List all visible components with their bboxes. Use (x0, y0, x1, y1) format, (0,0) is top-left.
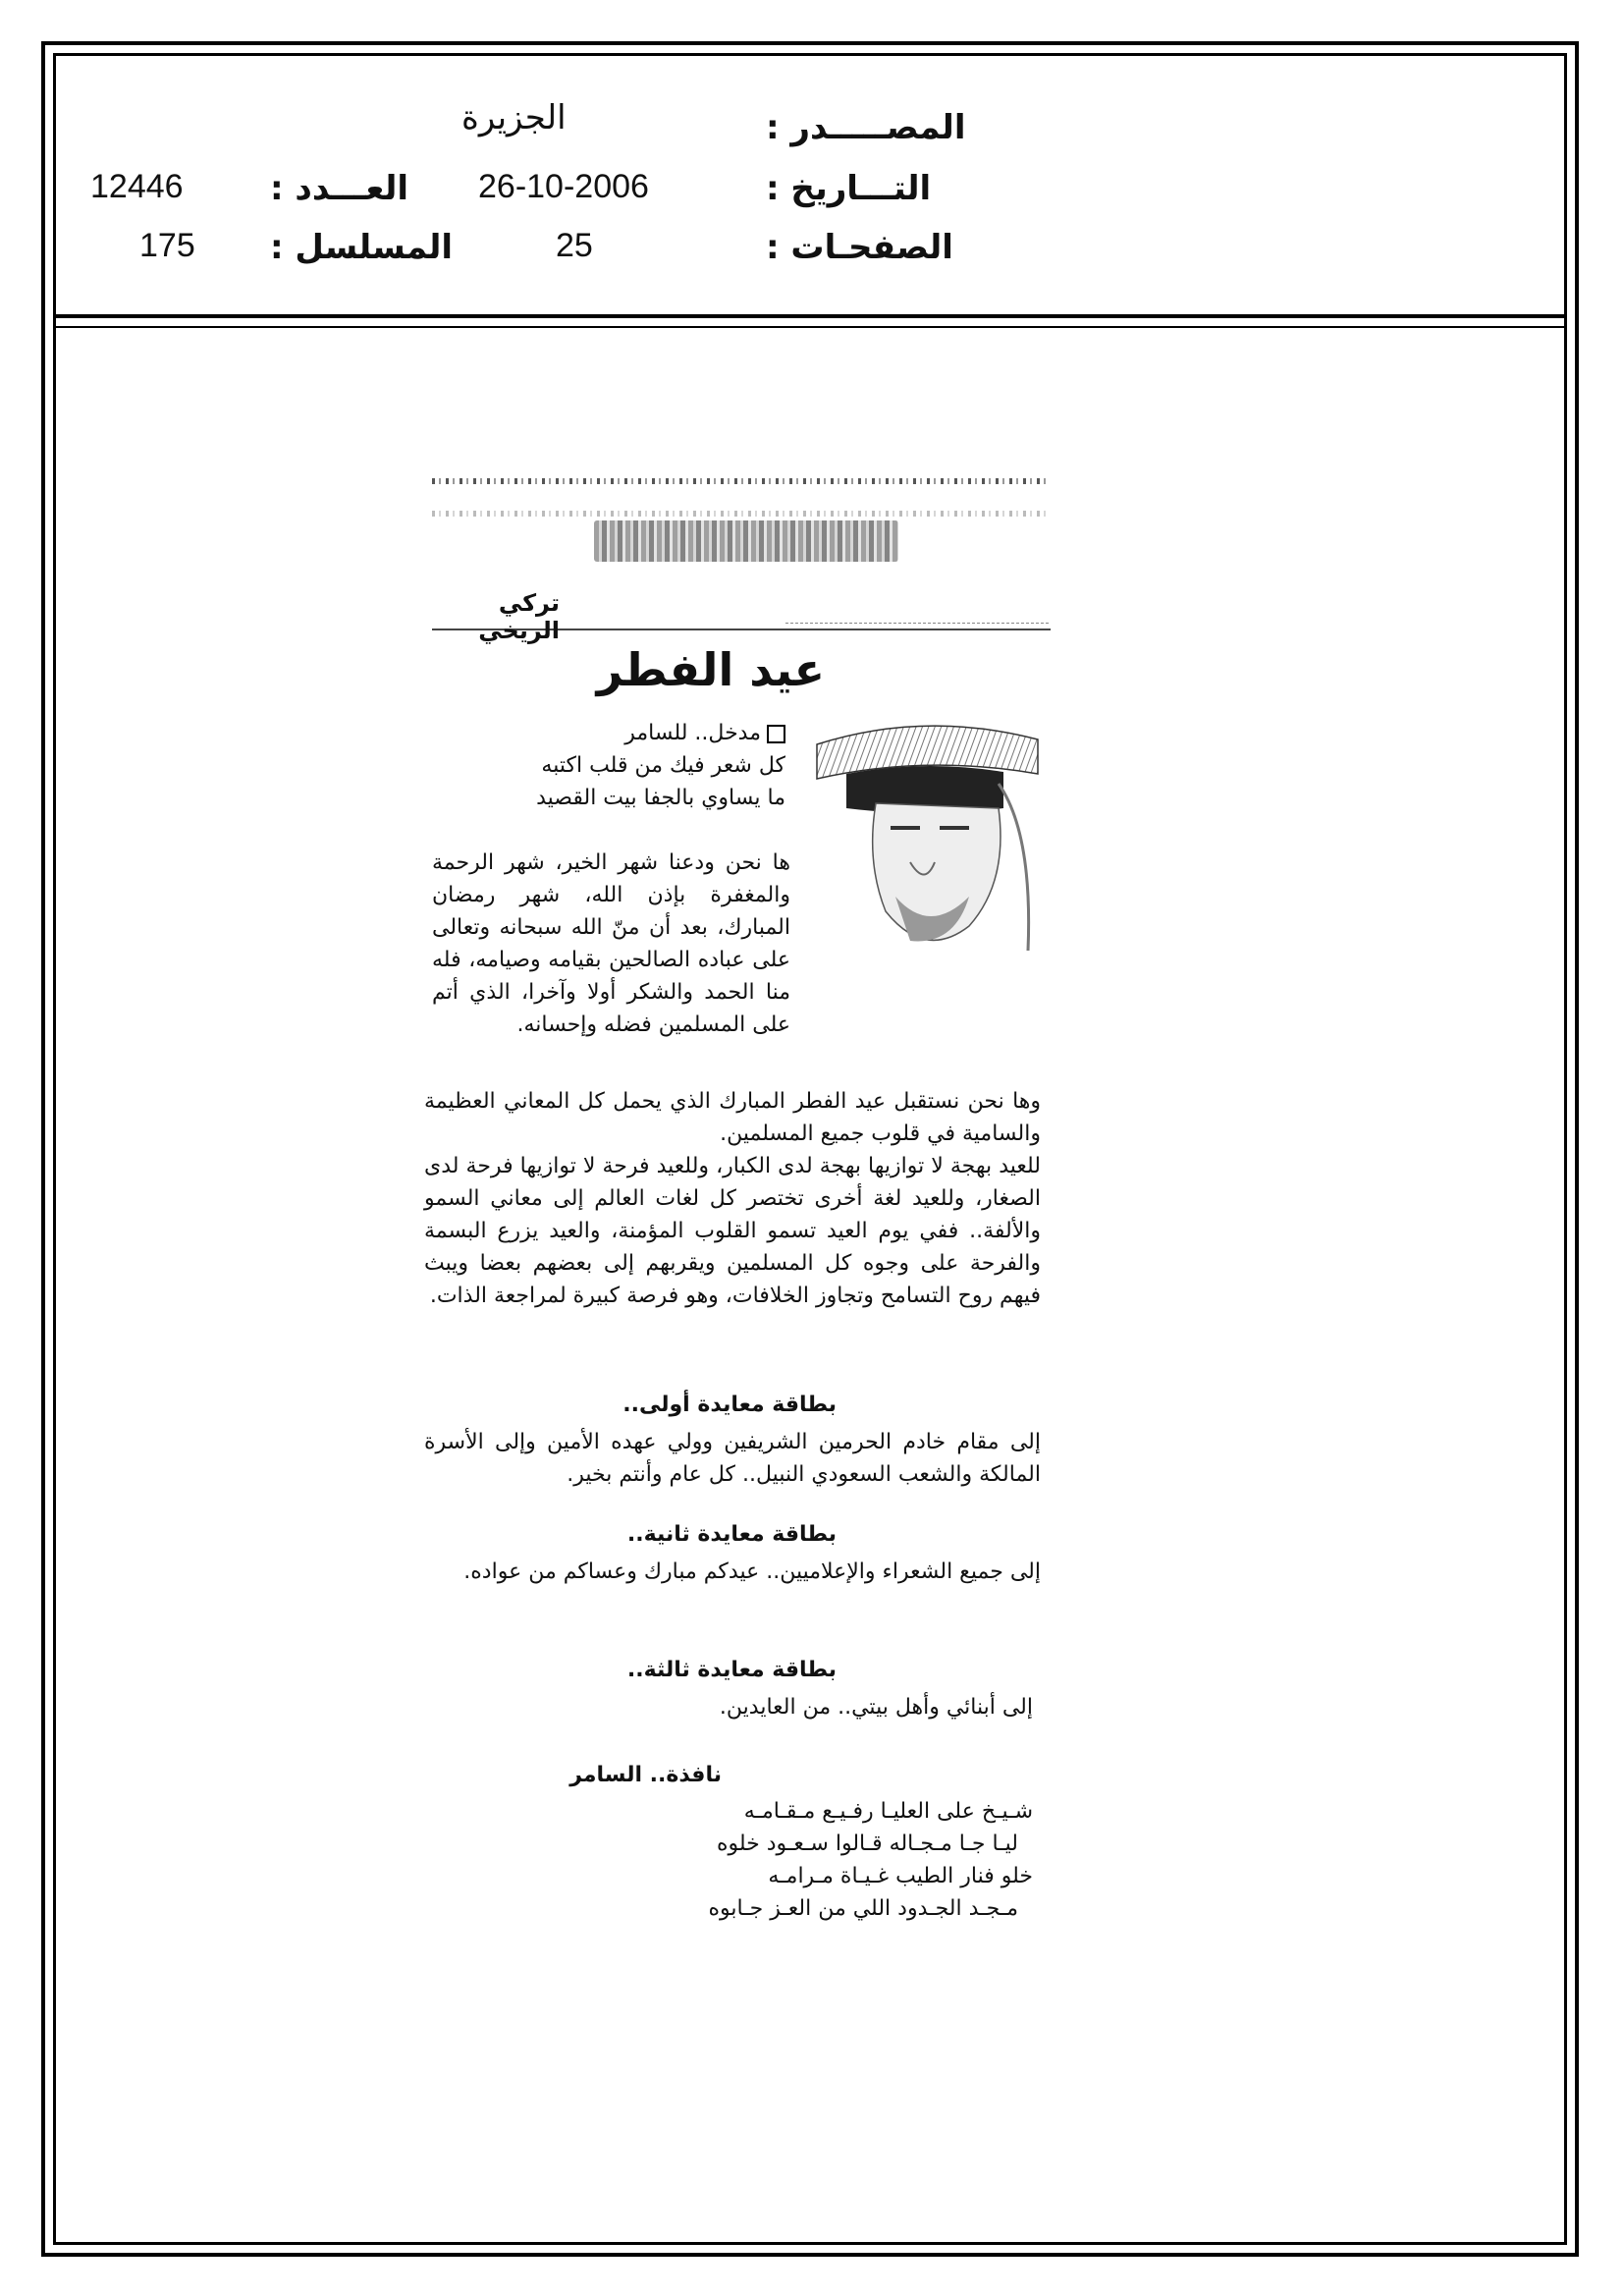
issue-value: 12446 (90, 168, 184, 205)
poem-line-2: ليـا جـا مـجـاله قـالوا سـعـود خلوه (716, 1831, 1018, 1856)
serial-value: 175 (139, 227, 195, 264)
author-photo (807, 715, 1043, 972)
pages-value: 25 (556, 227, 593, 264)
byline-rule (785, 599, 1049, 624)
date-value: 26-10-2006 (478, 168, 649, 205)
intro-line-3: ما يساوي بالجفا بيت القصيد (536, 786, 785, 810)
issue-label: العـــدد : (270, 169, 408, 208)
window-title: نافذة.. السامر (569, 1763, 722, 1787)
masthead-noise-top (432, 478, 1051, 484)
intro-line-1: مدخل.. للسامر (550, 717, 785, 749)
poem-line-4: مـجـد الجـدود اللي من العـز جـابوه (708, 1896, 1018, 1921)
card3-title: بطاقة معايدة ثالثة.. (626, 1658, 837, 1682)
card1-title: بطاقة معايدة أولى.. (622, 1393, 837, 1417)
article-author: تركي الريخي (478, 589, 560, 644)
column-masthead (594, 520, 898, 562)
masthead-noise-mid (432, 511, 1051, 517)
square-bullet-icon (767, 725, 785, 743)
body-paragraph-1: ها نحن ودعنا شهر الخير، شهر الرحمة والمغفرة بإذن الله، شهر رمضان المبارك، بعد أن منّ الله سبحانه وتعالى على عباده الصالحين بقيامه وصيامه، فله منا الحمد والشكر أولا وآخرا، الذي أتم على المسلمين فضله وإحسانه. (432, 850, 790, 1037)
card1-text: إلى مقام خادم الحرمين الشريفين وولي عهده الأمين وإلى الأسرة المالكة والشعب السعودي النبيل.. كل عام وأنتم بخير. (424, 1430, 1041, 1487)
body-paragraph-2: وها نحن نستقبل عيد الفطر المبارك الذي يحمل كل المعاني العظيمة والسامية في قلوب جميع المسلمين. (424, 1089, 1041, 1146)
card2-title: بطاقة معايدة ثانية.. (626, 1522, 837, 1547)
intro-line-2: كل شعر فيك من قلب اكتبه (541, 753, 785, 778)
card3-text: إلى أبنائي وأهل بيتي.. من العايدين. (719, 1695, 1033, 1720)
serial-label: المسلسل : (270, 228, 454, 267)
header-separator (53, 314, 1567, 328)
poem-line-3: خلو فنار الطيب غـيـاة مـرامـه (768, 1864, 1033, 1888)
poem-line-1: شـيـخ على العليـا رفـيـع مـقـامـه (743, 1799, 1033, 1824)
source-value: الجزيرة (461, 98, 567, 137)
date-label: التـــاريخ : (766, 169, 932, 208)
article-title: عيد الفطر (596, 643, 825, 696)
body-paragraph-3: للعيد بهجة لا توازيها بهجة لدى الكبار، وللعيد فرحة لا توازيها فرحة لدى الصغار، وللعيد لغة أخرى تختصر كل لغات العالم إلى معاني السمو والألفة.. ففي يوم العيد تسمو القلوب المؤمنة، والعيد يزرع البسمة والفرحة على وجوه كل المسلمين ويقربهم إلى بعضهم بعضا ويبث فيهم روح التسامح وتجاوز الخلافات، وهو فرصة كبيرة لمراجعة الذات. (424, 1154, 1041, 1308)
card2-text: إلى جميع الشعراء والإعلاميين.. عيدكم مبارك وعساكم من عواده. (463, 1559, 1041, 1584)
source-label: المصـــــدر : (766, 108, 966, 147)
pages-label: الصفحـات : (766, 228, 953, 267)
